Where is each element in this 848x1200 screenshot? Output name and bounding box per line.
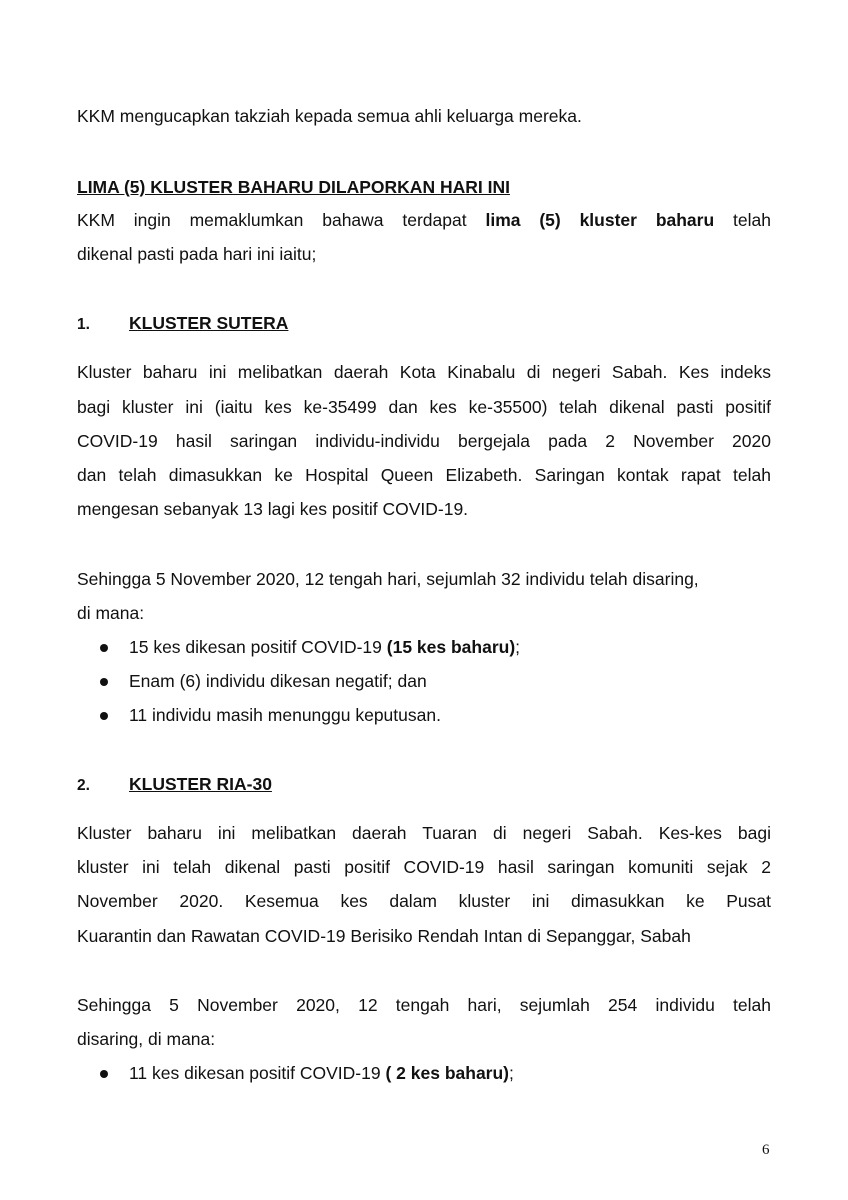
section-2-title: KLUSTER RIA-30 bbox=[129, 774, 272, 794]
section-1-bullet-1 bbox=[129, 636, 520, 658]
bullet-bold: ( 2 kes baharu) bbox=[385, 1063, 510, 1083]
bullet-dot bbox=[100, 712, 108, 720]
bullet-end: ; bbox=[515, 637, 521, 657]
section-2-bullet-1 bbox=[129, 1062, 514, 1084]
section-2-screening-line2: disaring, di mana: bbox=[77, 1029, 216, 1049]
new-clusters-intro-line2: dikenal pasti pada hari ini iaitu; bbox=[77, 244, 317, 264]
bullet-text: 15 kes dikesan positif COVID-19 bbox=[129, 637, 382, 657]
section-2-number: 2. bbox=[77, 777, 90, 794]
section-2-para-line: Kluster baharu ini melibatkan daerah Tuaran di negeri Sabah. Kes-kes bagi bbox=[77, 823, 771, 843]
section-2-para-last: Kuarantin dan Rawatan COVID-19 Berisiko Rendah Intan di Sepanggar, Sabah bbox=[77, 926, 691, 946]
section-1-number: 1. bbox=[77, 316, 90, 333]
intro-text-1: KKM ingin memaklumkan bahawa terdapat bbox=[77, 210, 467, 230]
section-1-para-line: bagi kluster ini (iaitu kes ke-35499 dan kes ke-35500) telah dikenal pasti positif bbox=[77, 397, 771, 417]
section-2-para-line: kluster ini telah dikenal pasti positif COVID-19 hasil saringan komuniti sejak 2 bbox=[77, 857, 771, 877]
section-1-screening-line1: Sehingga 5 November 2020, 12 tengah hari, sejumlah 32 individu telah disaring, bbox=[77, 569, 699, 589]
new-clusters-intro bbox=[77, 209, 771, 231]
section-1-title: KLUSTER SUTERA bbox=[129, 313, 289, 333]
new-clusters-heading: LIMA (5) KLUSTER BAHARU DILAPORKAN HARI INI bbox=[77, 177, 510, 197]
section-2-screening-line1: Sehingga 5 November 2020, 12 tengah hari, sejumlah 254 individu telah bbox=[77, 995, 771, 1015]
bullet-dot bbox=[100, 1070, 108, 1078]
section-1-bullet-2: Enam (6) individu dikesan negatif; dan bbox=[129, 671, 427, 691]
section-1-screening-line2: di mana: bbox=[77, 603, 145, 623]
bullet-dot bbox=[100, 644, 108, 652]
bullet-bold: (15 kes baharu) bbox=[386, 637, 516, 657]
intro-line: KKM mengucapkan takziah kepada semua ahli keluarga mereka. bbox=[77, 106, 582, 126]
section-1-para-line: dan telah dimasukkan ke Hospital Queen Elizabeth. Saringan kontak rapat telah bbox=[77, 465, 771, 485]
section-1-para-line: Kluster baharu ini melibatkan daerah Kota Kinabalu di negeri Sabah. Kes indeks bbox=[77, 362, 771, 382]
bullet-text: 11 kes dikesan positif COVID-19 bbox=[129, 1063, 381, 1083]
section-1-para-last: mengesan sebanyak 13 lagi kes positif COVID-19. bbox=[77, 499, 469, 519]
intro-text-2: telah bbox=[733, 210, 771, 230]
section-2-para-line: November 2020. Kesemua kes dalam kluster ini dimasukkan ke Pusat bbox=[77, 891, 771, 911]
bullet-end: ; bbox=[509, 1063, 514, 1083]
intro-bold: lima (5) kluster baharu bbox=[485, 210, 715, 230]
page-number: 6 bbox=[762, 1142, 770, 1158]
section-1-para-line: COVID-19 hasil saringan individu-individu bergejala pada 2 November 2020 bbox=[77, 431, 771, 451]
bullet-dot bbox=[100, 678, 108, 686]
section-1-bullet-3: 11 individu masih menunggu keputusan. bbox=[129, 705, 441, 725]
